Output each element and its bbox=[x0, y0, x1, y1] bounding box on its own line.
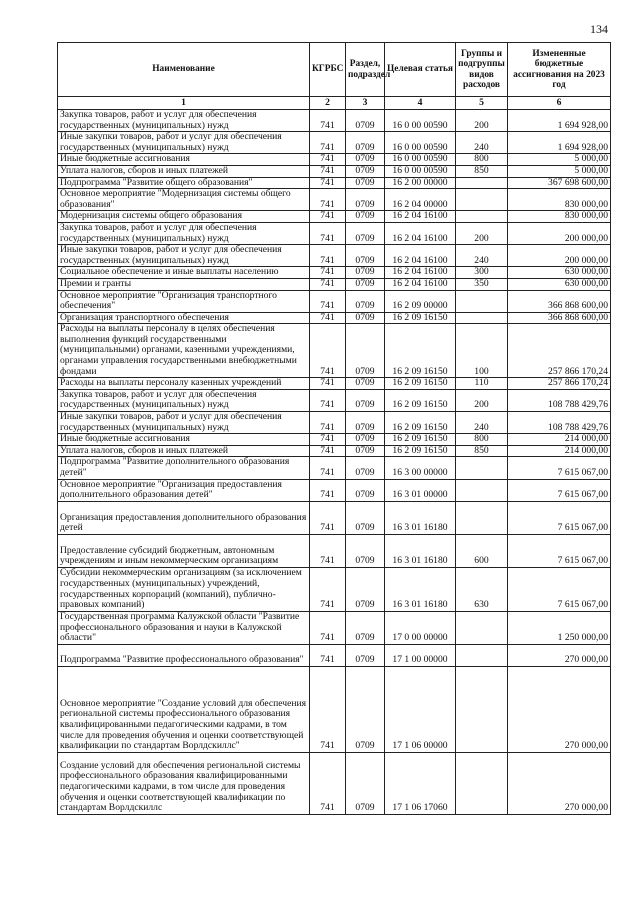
table-row bbox=[58, 567, 611, 611]
table-row bbox=[58, 434, 611, 446]
cell-amount: 1 250 000,00 bbox=[508, 611, 611, 644]
cell-kgrbs: 741 bbox=[310, 165, 346, 177]
cell-kgrbs: 741 bbox=[310, 154, 346, 166]
cell-kgrbs: 741 bbox=[310, 177, 346, 189]
cell-target: 16 2 09 16150 bbox=[385, 389, 456, 411]
table-row bbox=[58, 457, 611, 479]
cell-kgrbs: 741 bbox=[310, 445, 346, 457]
cell-group: 100 bbox=[456, 324, 508, 378]
cell-target: 16 2 09 16150 bbox=[385, 434, 456, 446]
cell-amount: 7 615 067,00 bbox=[508, 534, 611, 567]
cell-target: 16 0 00 00590 bbox=[385, 154, 456, 166]
cell-group: 850 bbox=[456, 165, 508, 177]
cell-amount: 5 000,00 bbox=[508, 165, 611, 177]
cell-kgrbs: 741 bbox=[310, 132, 346, 154]
cell-target: 16 3 01 16180 bbox=[385, 567, 456, 611]
cell-name: Иные бюджетные ассигнования bbox=[58, 154, 310, 166]
table-row bbox=[58, 110, 611, 132]
cell-group: 800 bbox=[456, 154, 508, 166]
cell-group bbox=[456, 501, 508, 534]
cell-name: Основное мероприятие "Организация предоставления дополнительного образования детей" bbox=[58, 479, 310, 501]
cell-kgrbs: 741 bbox=[310, 434, 346, 446]
cell-group bbox=[456, 666, 508, 752]
cell-name: Иные бюджетные ассигнования bbox=[58, 434, 310, 446]
table-row bbox=[58, 177, 611, 189]
cell-amount: 1 694 928,00 bbox=[508, 110, 611, 132]
cell-group: 240 bbox=[456, 245, 508, 267]
header-target: Целевая статья bbox=[385, 43, 456, 97]
column-number-row bbox=[58, 97, 611, 110]
cell-target: 16 0 00 00590 bbox=[385, 132, 456, 154]
cell-section: 0709 bbox=[346, 245, 385, 267]
cell-name: Государственная программа Калужской области "Развитие профессионального образования и науки в Калужской области" bbox=[58, 611, 310, 644]
cell-amount: 830 000,00 bbox=[508, 189, 611, 211]
header-kgrbs: КГРБС bbox=[310, 43, 346, 97]
table-row bbox=[58, 165, 611, 177]
cell-name: Закупка товаров, работ и услуг для обеспечения государственных (муниципальных) нужд bbox=[58, 389, 310, 411]
cell-target: 16 2 04 00000 bbox=[385, 189, 456, 211]
table-row bbox=[58, 666, 611, 752]
cell-target: 16 2 09 16150 bbox=[385, 378, 456, 390]
cell-kgrbs: 741 bbox=[310, 312, 346, 324]
cell-kgrbs: 741 bbox=[310, 278, 346, 290]
cell-group bbox=[456, 479, 508, 501]
cell-section: 0709 bbox=[346, 666, 385, 752]
cell-amount: 7 615 067,00 bbox=[508, 457, 611, 479]
cell-group: 240 bbox=[456, 132, 508, 154]
cell-amount: 5 000,00 bbox=[508, 154, 611, 166]
table-row bbox=[58, 290, 611, 312]
cell-target: 16 2 09 16150 bbox=[385, 412, 456, 434]
cell-amount: 630 000,00 bbox=[508, 278, 611, 290]
cell-section: 0709 bbox=[346, 132, 385, 154]
cell-group bbox=[456, 752, 508, 814]
cell-amount: 7 615 067,00 bbox=[508, 479, 611, 501]
cell-section: 0709 bbox=[346, 534, 385, 567]
table-row bbox=[58, 267, 611, 279]
table-row bbox=[58, 501, 611, 534]
cell-target: 17 0 00 00000 bbox=[385, 611, 456, 644]
cell-name: Уплата налогов, сборов и иных платежей bbox=[58, 445, 310, 457]
cell-target: 16 3 00 00000 bbox=[385, 457, 456, 479]
cell-kgrbs: 741 bbox=[310, 222, 346, 244]
cell-kgrbs: 741 bbox=[310, 457, 346, 479]
cell-name: Основное мероприятие "Создание условий для обеспечения региональной системы профессионального образования квалифицированными педагогическими кадрами, в том числе для проведения обучения и оценки соответствующей квалификации по стандартам Ворлдскиллс" bbox=[58, 666, 310, 752]
cell-target: 16 0 00 00590 bbox=[385, 165, 456, 177]
table-row bbox=[58, 245, 611, 267]
cell-kgrbs: 741 bbox=[310, 290, 346, 312]
cell-section: 0709 bbox=[346, 211, 385, 223]
cell-group: 300 bbox=[456, 267, 508, 279]
cell-amount: 7 615 067,00 bbox=[508, 567, 611, 611]
header-group: Группы и подгруппы видов расходов bbox=[456, 43, 508, 97]
cell-amount: 270 000,00 bbox=[508, 752, 611, 814]
cell-section: 0709 bbox=[346, 752, 385, 814]
cell-section: 0709 bbox=[346, 389, 385, 411]
cell-amount: 830 000,00 bbox=[508, 211, 611, 223]
cell-section: 0709 bbox=[346, 501, 385, 534]
column-number: 4 bbox=[385, 97, 456, 110]
cell-section: 0709 bbox=[346, 278, 385, 290]
cell-amount: 630 000,00 bbox=[508, 267, 611, 279]
cell-name: Подпрограмма "Развитие профессионального образования" bbox=[58, 644, 310, 666]
table-row bbox=[58, 132, 611, 154]
cell-target: 16 2 04 16100 bbox=[385, 245, 456, 267]
cell-name: Основное мероприятие "Модернизация системы общего образования" bbox=[58, 189, 310, 211]
cell-amount: 366 868 600,00 bbox=[508, 312, 611, 324]
cell-amount: 366 868 600,00 bbox=[508, 290, 611, 312]
cell-name: Иные закупки товаров, работ и услуг для обеспечения государственных (муниципальных) нужд bbox=[58, 132, 310, 154]
table-row bbox=[58, 154, 611, 166]
cell-target: 16 2 00 00000 bbox=[385, 177, 456, 189]
cell-section: 0709 bbox=[346, 567, 385, 611]
cell-amount: 7 615 067,00 bbox=[508, 501, 611, 534]
cell-kgrbs: 741 bbox=[310, 245, 346, 267]
cell-kgrbs: 741 bbox=[310, 644, 346, 666]
cell-amount: 257 866 170,24 bbox=[508, 324, 611, 378]
cell-name: Расходы на выплаты персоналу казенных учреждений bbox=[58, 378, 310, 390]
column-number: 3 bbox=[346, 97, 385, 110]
cell-section: 0709 bbox=[346, 412, 385, 434]
cell-kgrbs: 741 bbox=[310, 211, 346, 223]
cell-kgrbs: 741 bbox=[310, 267, 346, 279]
cell-target: 16 2 04 16100 bbox=[385, 278, 456, 290]
cell-name: Уплата налогов, сборов и иных платежей bbox=[58, 165, 310, 177]
table-row bbox=[58, 378, 611, 390]
header-name: Наименование bbox=[58, 43, 310, 97]
cell-amount: 214 000,00 bbox=[508, 445, 611, 457]
cell-section: 0709 bbox=[346, 177, 385, 189]
cell-section: 0709 bbox=[346, 110, 385, 132]
cell-name: Закупка товаров, работ и услуг для обеспечения государственных (муниципальных) нужд bbox=[58, 222, 310, 244]
cell-target: 17 1 00 00000 bbox=[385, 644, 456, 666]
cell-target: 16 2 04 16100 bbox=[385, 211, 456, 223]
cell-group: 200 bbox=[456, 110, 508, 132]
table-row bbox=[58, 445, 611, 457]
cell-amount: 270 000,00 bbox=[508, 666, 611, 752]
cell-group: 110 bbox=[456, 378, 508, 390]
cell-kgrbs: 741 bbox=[310, 324, 346, 378]
cell-amount: 270 000,00 bbox=[508, 644, 611, 666]
cell-section: 0709 bbox=[346, 378, 385, 390]
cell-kgrbs: 741 bbox=[310, 501, 346, 534]
cell-section: 0709 bbox=[346, 267, 385, 279]
cell-name: Модернизация системы общего образования bbox=[58, 211, 310, 223]
table-row bbox=[58, 312, 611, 324]
cell-section: 0709 bbox=[346, 611, 385, 644]
cell-target: 16 2 09 16150 bbox=[385, 445, 456, 457]
header-amount: Измененные бюджетные ассигнования на 2023 год bbox=[508, 43, 611, 97]
cell-target: 17 1 06 17060 bbox=[385, 752, 456, 814]
cell-name: Расходы на выплаты персоналу в целях обеспечения выполнения функций государственными (муниципальными) органами, казенными учреждениями, органами управления государственными внебюджетными фондами bbox=[58, 324, 310, 378]
cell-kgrbs: 741 bbox=[310, 378, 346, 390]
cell-name: Создание условий для обеспечения региональной системы профессионального образования квалифицированными педагогическими кадрами, в том числе для проведения обучения и оценки соответствующей квалификации по стандартам Ворлдскиллс bbox=[58, 752, 310, 814]
cell-section: 0709 bbox=[346, 222, 385, 244]
cell-name: Иные закупки товаров, работ и услуг для обеспечения государственных (муниципальных) нужд bbox=[58, 412, 310, 434]
cell-amount: 214 000,00 bbox=[508, 434, 611, 446]
cell-group: 600 bbox=[456, 534, 508, 567]
table-row bbox=[58, 324, 611, 378]
table-row bbox=[58, 389, 611, 411]
cell-name: Субсидии некоммерческим организациям (за исключением государственных (муниципальных) учреждений, государственных корпораций (компаний), публично-правовых компаний) bbox=[58, 567, 310, 611]
cell-section: 0709 bbox=[346, 165, 385, 177]
cell-amount: 108 788 429,76 bbox=[508, 412, 611, 434]
cell-section: 0709 bbox=[346, 445, 385, 457]
table-row bbox=[58, 644, 611, 666]
cell-name: Социальное обеспечение и иные выплаты населению bbox=[58, 267, 310, 279]
cell-kgrbs: 741 bbox=[310, 611, 346, 644]
cell-group bbox=[456, 290, 508, 312]
cell-name: Подпрограмма "Развитие дополнительного образования детей" bbox=[58, 457, 310, 479]
cell-amount: 200 000,00 bbox=[508, 222, 611, 244]
table-row bbox=[58, 189, 611, 211]
column-number: 1 bbox=[58, 97, 310, 110]
header-section: Раздел, подраздел bbox=[346, 43, 385, 97]
cell-section: 0709 bbox=[346, 479, 385, 501]
cell-amount: 1 694 928,00 bbox=[508, 132, 611, 154]
cell-name: Подпрограмма "Развитие общего образования" bbox=[58, 177, 310, 189]
cell-target: 16 3 01 00000 bbox=[385, 479, 456, 501]
cell-name: Организация транспортного обеспечения bbox=[58, 312, 310, 324]
cell-group bbox=[456, 644, 508, 666]
column-number: 5 bbox=[456, 97, 508, 110]
cell-group: 240 bbox=[456, 412, 508, 434]
table-row bbox=[58, 534, 611, 567]
cell-amount: 257 866 170,24 bbox=[508, 378, 611, 390]
cell-amount: 367 698 600,00 bbox=[508, 177, 611, 189]
cell-group bbox=[456, 457, 508, 479]
cell-kgrbs: 741 bbox=[310, 479, 346, 501]
cell-target: 17 1 06 00000 bbox=[385, 666, 456, 752]
cell-target: 16 2 09 16150 bbox=[385, 312, 456, 324]
column-number: 6 bbox=[508, 97, 611, 110]
cell-amount: 108 788 429,76 bbox=[508, 389, 611, 411]
cell-group: 350 bbox=[456, 278, 508, 290]
cell-group bbox=[456, 211, 508, 223]
cell-group: 850 bbox=[456, 445, 508, 457]
cell-target: 16 0 00 00590 bbox=[385, 110, 456, 132]
cell-kgrbs: 741 bbox=[310, 412, 346, 434]
cell-name: Премии и гранты bbox=[58, 278, 310, 290]
cell-name: Предоставление субсидий бюджетным, автономным учреждениям и иным некоммерческим организациям bbox=[58, 534, 310, 567]
table-row bbox=[58, 752, 611, 814]
cell-group: 800 bbox=[456, 434, 508, 446]
cell-target: 16 2 04 16100 bbox=[385, 267, 456, 279]
cell-group bbox=[456, 189, 508, 211]
cell-section: 0709 bbox=[346, 312, 385, 324]
cell-kgrbs: 741 bbox=[310, 752, 346, 814]
cell-target: 16 2 09 16150 bbox=[385, 324, 456, 378]
cell-section: 0709 bbox=[346, 644, 385, 666]
cell-amount: 200 000,00 bbox=[508, 245, 611, 267]
cell-group: 200 bbox=[456, 389, 508, 411]
cell-target: 16 3 01 16180 bbox=[385, 501, 456, 534]
cell-group: 200 bbox=[456, 222, 508, 244]
cell-group: 630 bbox=[456, 567, 508, 611]
cell-section: 0709 bbox=[346, 324, 385, 378]
table-row bbox=[58, 278, 611, 290]
cell-section: 0709 bbox=[346, 457, 385, 479]
table-body bbox=[58, 110, 611, 815]
cell-group bbox=[456, 611, 508, 644]
table-row bbox=[58, 479, 611, 501]
cell-target: 16 3 01 16180 bbox=[385, 534, 456, 567]
page-number: 134 bbox=[590, 22, 608, 36]
cell-target: 16 2 09 00000 bbox=[385, 290, 456, 312]
cell-section: 0709 bbox=[346, 154, 385, 166]
cell-kgrbs: 741 bbox=[310, 666, 346, 752]
table-row bbox=[58, 211, 611, 223]
cell-kgrbs: 741 bbox=[310, 189, 346, 211]
cell-target: 16 2 04 16100 bbox=[385, 222, 456, 244]
cell-section: 0709 bbox=[346, 189, 385, 211]
table-row bbox=[58, 611, 611, 644]
cell-name: Иные закупки товаров, работ и услуг для обеспечения государственных (муниципальных) нужд bbox=[58, 245, 310, 267]
cell-group bbox=[456, 177, 508, 189]
header-row bbox=[58, 43, 611, 97]
table-row bbox=[58, 412, 611, 434]
cell-kgrbs: 741 bbox=[310, 567, 346, 611]
cell-kgrbs: 741 bbox=[310, 534, 346, 567]
cell-name: Основное мероприятие "Организация транспортного обеспечения" bbox=[58, 290, 310, 312]
cell-kgrbs: 741 bbox=[310, 110, 346, 132]
cell-kgrbs: 741 bbox=[310, 389, 346, 411]
budget-table bbox=[57, 42, 611, 815]
cell-section: 0709 bbox=[346, 290, 385, 312]
cell-name: Организация предоставления дополнительного образования детей bbox=[58, 501, 310, 534]
cell-name: Закупка товаров, работ и услуг для обеспечения государственных (муниципальных) нужд bbox=[58, 110, 310, 132]
cell-section: 0709 bbox=[346, 434, 385, 446]
cell-group bbox=[456, 312, 508, 324]
column-number: 2 bbox=[310, 97, 346, 110]
table-row bbox=[58, 222, 611, 244]
